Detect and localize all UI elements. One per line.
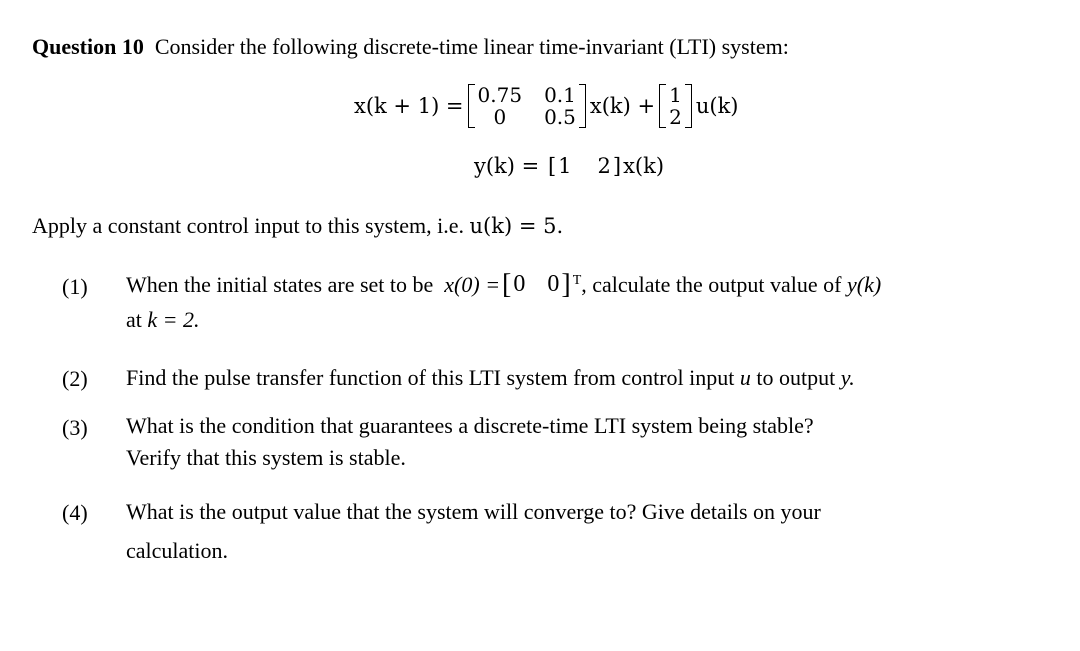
question-number: (4) <box>62 500 88 525</box>
matrix-a <box>468 84 586 128</box>
matrix-a-cell: 0 <box>493 105 507 129</box>
q1-text-a: When the initial states are set to be <box>126 272 434 297</box>
output-eq-rhs: x(k) <box>623 154 665 178</box>
matrix-a-cell: 0.75 <box>477 83 523 107</box>
question-2 <box>126 361 855 394</box>
init-vector-cell: 0 <box>547 271 560 297</box>
matrix-b-cell: 1 <box>669 83 682 107</box>
q1-init-math: x(0) = <box>444 272 501 297</box>
state-equation <box>354 78 739 134</box>
transpose-superscript: T <box>572 273 582 288</box>
q4-line1: What is the output value that the system will converge to? Give details on your <box>126 499 821 524</box>
question-intro: Consider the following discrete-time linear time-invariant (LTI) system: <box>154 34 789 59</box>
question-number: (1) <box>62 274 88 299</box>
question-number: (2) <box>62 366 88 391</box>
q1-yk: y(k) <box>847 272 882 297</box>
state-eq-mid: x(k) + <box>589 94 656 118</box>
state-eq-lhs: x(k + 1) = <box>354 94 464 118</box>
question-1 <box>126 268 881 336</box>
q4-line2: calculation. <box>126 538 229 563</box>
matrix-a-cell: 0.1 <box>544 83 576 107</box>
matrix-b <box>659 84 692 128</box>
q2-text-b: to output <box>756 365 836 390</box>
input-statement <box>32 213 563 239</box>
state-eq-rhs: u(k) <box>695 94 739 118</box>
output-eq-lhs: y(k) = <box>474 154 540 178</box>
question-4 <box>126 495 821 567</box>
q2-text-a: Find the pulse transfer function of this LTI system from control input <box>126 365 735 390</box>
matrix-a-cell: 0.5 <box>544 105 576 129</box>
q3-line2: Verify that this system is stable. <box>126 445 406 470</box>
q1-line2-math: k = 2. <box>147 307 200 332</box>
q1-text-b: , calculate the output value of <box>581 272 842 297</box>
input-statement-math: u(k) = 5. <box>469 214 564 238</box>
init-vector-cell: 0 <box>513 271 526 297</box>
q2-u: u <box>739 365 751 390</box>
matrix-c-cell: 2 <box>597 154 611 178</box>
q1-line2-a: at <box>126 307 142 332</box>
init-state-vector: [ 0 0 ] <box>502 269 571 300</box>
input-statement-text: Apply a constant control input to this system, i.e. <box>32 213 465 238</box>
q2-y: y. <box>840 365 855 390</box>
question-3 <box>126 410 814 474</box>
question-label: Question 10 <box>32 34 144 59</box>
matrix-c: [ 1 2 ] <box>547 154 622 178</box>
matrix-c-cell: 1 <box>558 154 572 178</box>
question-number: (3) <box>62 415 88 440</box>
output-equation <box>474 150 664 182</box>
q3-line1: What is the condition that guarantees a discrete-time LTI system being stable? <box>126 413 814 438</box>
matrix-b-cell: 2 <box>669 105 682 129</box>
question-heading <box>32 34 789 60</box>
